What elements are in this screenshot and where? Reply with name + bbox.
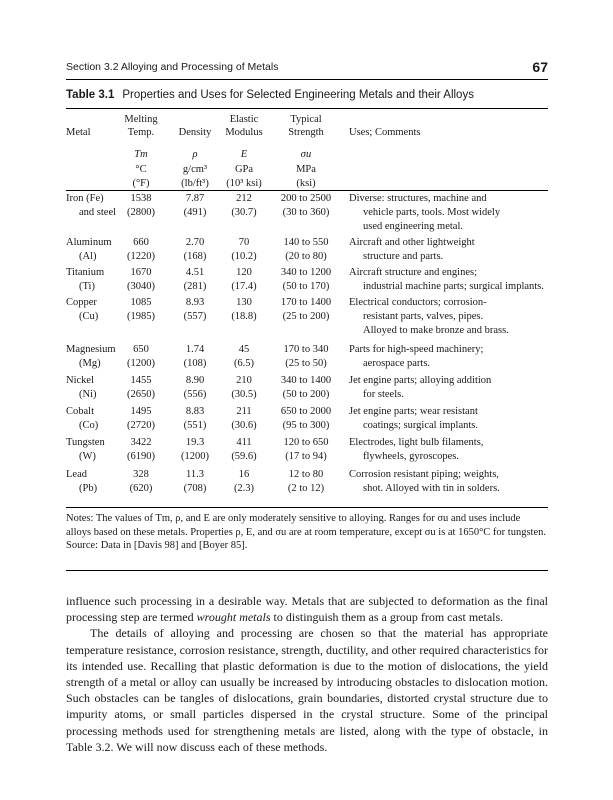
table-notes — [66, 512, 548, 553]
notes-text: Notes: The values of Tm, ρ, and E are only moderately sensitive to alloying. Ranges for σu and uses include alloys based on these metals. Properties ρ, E, and σu are at room temperature, except σu is at 1650°C for tungsten. — [66, 513, 547, 538]
source-text: Source: Data in [Davis 98] and [Boyer 85]. — [66, 540, 248, 551]
header-elastic-units: E GPa (10³ ksi) — [226, 149, 262, 189]
header-density-units: ρ g/cm³ (lb/ft³) — [181, 149, 209, 189]
header-melting: Melting Temp. — [124, 114, 158, 138]
header-elastic: Elastic Modulus — [225, 114, 263, 138]
table-title: Properties and Uses for Selected Engineering Metals and their Alloys — [122, 89, 474, 101]
header-rule-bottom — [66, 190, 548, 191]
header-rule — [66, 79, 548, 80]
header-melting-units: Tm °C (°F) — [132, 149, 150, 189]
section-heading: Section 3.2 Alloying and Processing of Metals — [66, 61, 279, 73]
header-uses: Uses; Comments — [349, 127, 421, 138]
body-text — [66, 593, 548, 755]
term-wrought-metals: wrought metals — [196, 610, 271, 625]
table-label: Table 3.1 — [66, 89, 115, 101]
paragraph-1: influence such processing in a desirable way. Metals that are subjected to deformation as the final processing step are termed wrought metals to distinguish them as a group from cast metals. — [66, 594, 548, 625]
header-density: Density — [178, 127, 212, 138]
header-strength-units: σu MPa (ksi) — [296, 149, 316, 189]
paragraph-2: The details of alloying and processing are chosen so that the material has appropriate temperature resistance, corrosion resistance, strength, ductility, and other required characteristics for its intended use. Recalling that plastic deformation is due to the motion of dislocations, the yield strength of a metal or alloy can usually be increased by introducing obstacles to dislocation motion. Such obstacles can be tangles of dislocations, grain boundaries, distorted crystal structure due to impurity atoms, or small particles dispersed in the crystal structure. Some of the principal processing methods used for strengthening metals are listed, along with the type of obstacle, in Table 3.2. We will now discuss each of these methods. — [66, 626, 548, 754]
running-head — [66, 59, 548, 79]
table-top-rule — [66, 108, 548, 109]
header-strength: Typical Strength — [288, 114, 324, 138]
page-number: 67 — [532, 59, 548, 75]
table-caption — [66, 89, 474, 101]
table-bottom-rule — [66, 507, 548, 508]
notes-rule — [66, 570, 548, 571]
header-metal: Metal — [66, 127, 91, 138]
